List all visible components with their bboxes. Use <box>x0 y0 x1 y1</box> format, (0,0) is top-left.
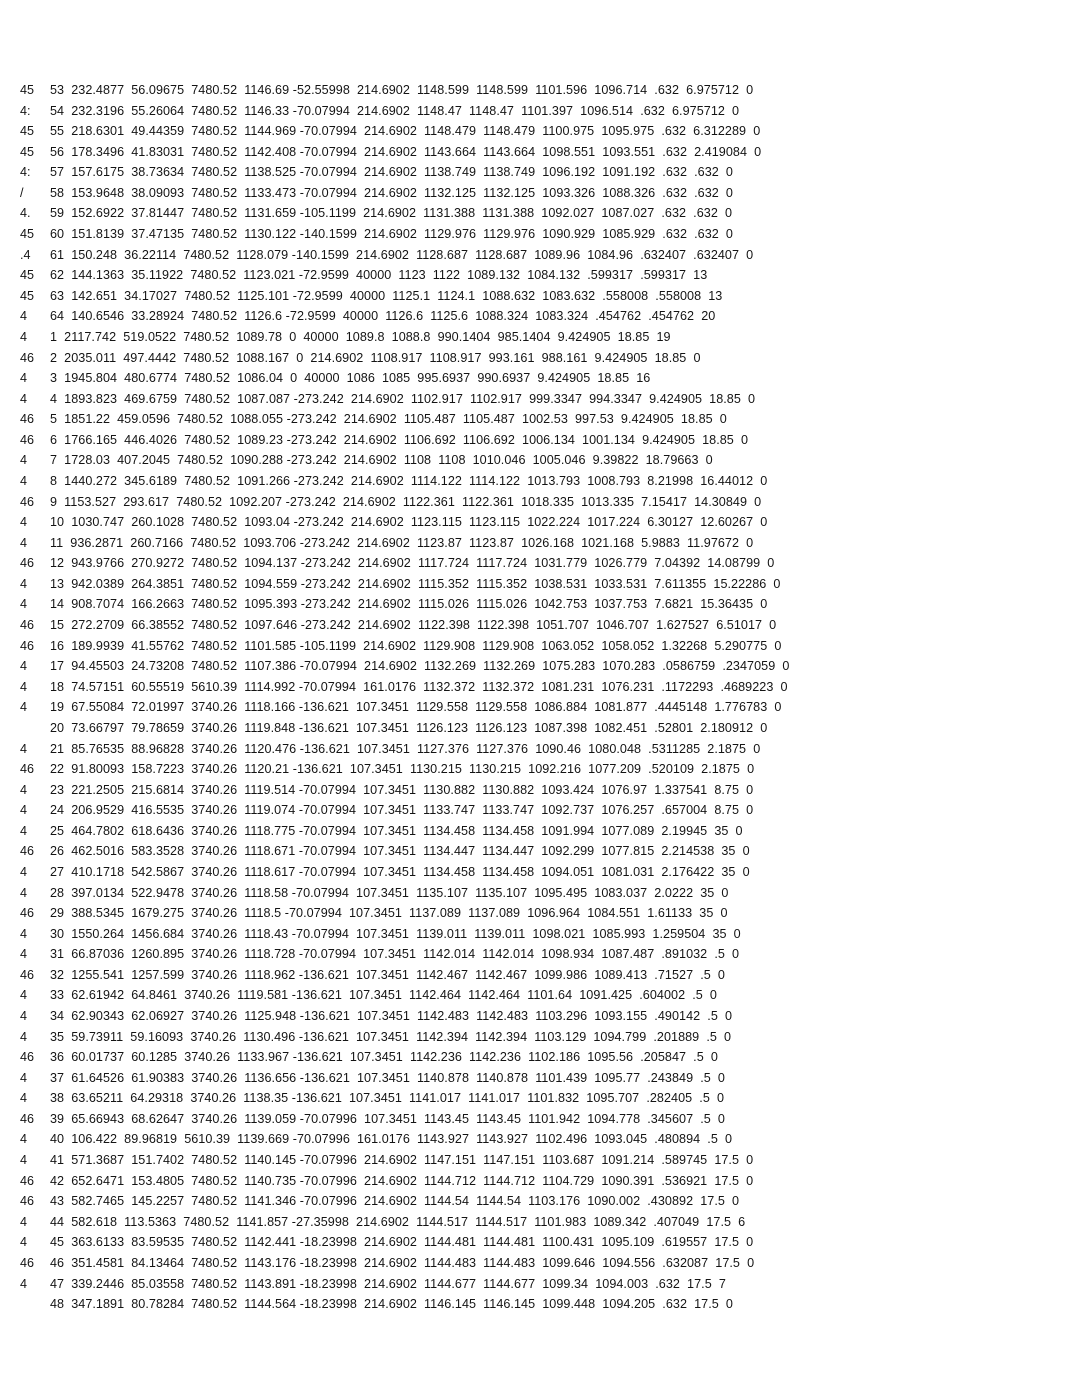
row-prefix: 4 <box>20 947 28 962</box>
row-values: 63 142.651 34.17027 7480.52 1125.101 -72.9599 40000 1125.1 1124.1 1088.632 1083.632 .558008 .558008 13 <box>50 288 723 303</box>
row-prefix: 46 <box>20 1173 35 1188</box>
row-prefix: 46 <box>20 350 35 365</box>
row-prefix: 4 <box>20 885 28 900</box>
table-row <box>0 886 1066 907</box>
table-row <box>0 783 1066 804</box>
row-values: 24 206.9529 416.5535 3740.26 1119.074 -70.07994 107.3451 1133.747 1133.747 1092.737 1076.257 .657004 8.75 0 <box>50 803 754 818</box>
row-values: 45 363.6133 83.59535 7480.52 1142.441 -18.23998 214.6902 1144.481 1144.481 1100.431 1095.109 .619557 17.5 0 <box>50 1235 754 1250</box>
row-values: 25 464.7802 618.6436 3740.26 1118.775 -70.07994 107.3451 1134.458 1134.458 1091.994 1077.089 2.19945 35 0 <box>50 823 743 838</box>
row-values: 56 178.3496 41.83031 7480.52 1142.408 -70.07994 214.6902 1143.664 1143.664 1098.551 1093.551 .632 2.419084 0 <box>50 144 762 159</box>
table-row <box>0 865 1066 886</box>
row-values: 31 66.87036 1260.895 3740.26 1118.728 -70.07994 107.3451 1142.014 1142.014 1098.934 1087.487 .891032 .5 0 <box>50 947 740 962</box>
row-values: 15 272.2709 66.38552 7480.52 1097.646 -273.242 214.6902 1122.398 1122.398 1051.707 1046.707 1.627527 6.51017 0 <box>50 618 777 633</box>
row-prefix: 4 <box>20 309 28 324</box>
table-row <box>0 844 1066 865</box>
table-row <box>0 742 1066 763</box>
row-values: 55 218.6301 49.44359 7480.52 1144.969 -70.07994 214.6902 1148.479 1148.479 1100.975 1095.975 .632 6.312289 0 <box>50 124 761 139</box>
table-row <box>0 988 1066 1009</box>
row-values: 6 1766.165 446.4026 7480.52 1089.23 -273.242 214.6902 1106.692 1106.692 1006.134 1001.134 9.424905 18.85 0 <box>50 432 749 447</box>
row-prefix: 46 <box>20 618 35 633</box>
row-prefix: 46 <box>20 494 35 509</box>
table-row <box>0 1215 1066 1236</box>
table-row <box>0 453 1066 474</box>
row-values: 46 351.4581 84.13464 7480.52 1143.176 -18.23998 214.6902 1144.483 1144.483 1099.646 1094.556 .632087 17.5 0 <box>50 1255 755 1270</box>
row-values: 7 1728.03 407.2045 7480.52 1090.288 -273.242 214.6902 1108 1108 1010.046 1005.046 9.39822 18.79663 0 <box>50 453 713 468</box>
row-prefix: 46 <box>20 1050 35 1065</box>
table-row <box>0 762 1066 783</box>
row-prefix: 4 <box>20 597 28 612</box>
row-values: 54 232.3196 55.26064 7480.52 1146.33 -70.07994 214.6902 1148.47 1148.47 1101.397 1096.514 .632 6.975712 0 <box>50 103 740 118</box>
row-values: 9 1153.527 293.617 7480.52 1092.207 -273.242 214.6902 1122.361 1122.361 1018.335 1013.335 7.15417 14.30849 0 <box>50 494 762 509</box>
row-values: 43 582.7465 145.2257 7480.52 1141.346 -70.07996 214.6902 1144.54 1144.54 1103.176 1090.002 .430892 17.5 0 <box>50 1194 740 1209</box>
row-values: 35 59.73911 59.16093 3740.26 1130.496 -136.621 107.3451 1142.394 1142.394 1103.129 1094.799 .201889 .5 0 <box>50 1029 732 1044</box>
row-prefix: 4 <box>20 1091 28 1106</box>
table-row <box>0 1091 1066 1112</box>
table-row <box>0 1174 1066 1195</box>
table-row <box>0 824 1066 845</box>
table-row <box>0 227 1066 248</box>
row-values: 17 94.45503 24.73208 7480.52 1107.386 -70.07994 214.6902 1132.269 1132.269 1075.283 1070.283 .0586759 .2347059 0 <box>50 659 790 674</box>
row-prefix: 45 <box>20 288 35 303</box>
table-row <box>0 330 1066 351</box>
table-row <box>0 371 1066 392</box>
table-row <box>0 803 1066 824</box>
table-row <box>0 206 1066 227</box>
row-values: 21 85.76535 88.96828 3740.26 1120.476 -136.621 107.3451 1127.376 1127.376 1090.46 1080.048 .5311285 2.1875 0 <box>50 741 761 756</box>
row-values: 62 144.1363 35.11922 7480.52 1123.021 -72.9599 40000 1123 1122 1089.132 1084.132 .599317 .599317 13 <box>50 268 708 283</box>
table-row <box>0 268 1066 289</box>
row-values: 14 908.7074 166.2663 7480.52 1095.393 -273.242 214.6902 1115.026 1115.026 1042.753 1037.753 7.6821 15.36435 0 <box>50 597 768 612</box>
row-values: 42 652.6471 153.4805 7480.52 1140.735 -70.07996 214.6902 1144.712 1144.712 1104.729 1090.391 .536921 17.5 0 <box>50 1173 754 1188</box>
row-prefix: 46 <box>20 1111 35 1126</box>
row-prefix: 4 <box>20 535 28 550</box>
table-row <box>0 927 1066 948</box>
row-values: 59 152.6922 37.81447 7480.52 1131.659 -105.1199 214.6902 1131.388 1131.388 1092.027 1087.027 .632 .632 0 <box>50 206 733 221</box>
row-prefix: 4 <box>20 926 28 941</box>
row-prefix: 4 <box>20 1153 28 1168</box>
row-values: 1 2117.742 519.0522 7480.52 1089.78 0 40000 1089.8 1088.8 990.1404 985.1404 9.424905 18.85 19 <box>50 329 671 344</box>
row-prefix: 4 <box>20 1276 28 1291</box>
row-values: 12 943.9766 270.9272 7480.52 1094.137 -273.242 214.6902 1117.724 1117.724 1031.779 1026.779 7.04392 14.08799 0 <box>50 556 775 571</box>
table-row <box>0 618 1066 639</box>
row-values: 23 221.2505 215.6814 3740.26 1119.514 -70.07994 107.3451 1130.882 1130.882 1093.424 1076.97 1.337541 8.75 0 <box>50 782 754 797</box>
row-values: 11 936.2871 260.7166 7480.52 1093.706 -273.242 214.6902 1123.87 1123.87 1026.168 1021.168 5.9883 11.97672 0 <box>50 535 754 550</box>
row-prefix: 4 <box>20 782 28 797</box>
row-values: 26 462.5016 583.3528 3740.26 1118.671 -70.07994 107.3451 1134.447 1134.447 1092.299 1077.815 2.214538 35 0 <box>50 844 750 859</box>
row-prefix: 45 <box>20 268 35 283</box>
row-prefix: 4 <box>20 679 28 694</box>
row-values: 36 60.01737 60.1285 3740.26 1133.967 -136.621 107.3451 1142.236 1142.236 1102.186 1095.56 .205847 .5 0 <box>50 1050 718 1065</box>
row-values: 44 582.618 113.5363 7480.52 1141.857 -27.35998 214.6902 1144.517 1144.517 1101.983 1089.342 .407049 17.5 6 <box>50 1214 746 1229</box>
row-values: 13 942.0389 264.3851 7480.52 1094.559 -273.242 214.6902 1115.352 1115.352 1038.531 1033.531 7.611355 15.22286 0 <box>50 576 781 591</box>
row-prefix: 45 <box>20 124 35 139</box>
table-row <box>0 433 1066 454</box>
row-values: 22 91.80093 158.7223 3740.26 1120.21 -136.621 107.3451 1130.215 1130.215 1092.216 1077.209 .520109 2.1875 0 <box>50 762 755 777</box>
table-row <box>0 515 1066 536</box>
table-row <box>0 495 1066 516</box>
row-prefix: 4 <box>20 864 28 879</box>
table-row <box>0 968 1066 989</box>
table-row <box>0 1235 1066 1256</box>
row-prefix: 4 <box>20 576 28 591</box>
table-row <box>0 680 1066 701</box>
table-row <box>0 1194 1066 1215</box>
row-prefix: 4. <box>20 206 31 221</box>
row-prefix: 4 <box>20 1132 28 1147</box>
row-values: 16 189.9939 41.55762 7480.52 1101.585 -105.1199 214.6902 1129.908 1129.908 1063.052 1058.052 1.32268 5.290775 0 <box>50 638 782 653</box>
row-prefix: 4 <box>20 803 28 818</box>
row-prefix: 46 <box>20 762 35 777</box>
row-values: 8 1440.272 345.6189 7480.52 1091.266 -273.242 214.6902 1114.122 1114.122 1013.793 1008.793 8.21998 16.44012 0 <box>50 473 768 488</box>
row-prefix: .4 <box>20 247 31 262</box>
row-values: 30 1550.264 1456.684 3740.26 1118.43 -70.07994 107.3451 1139.011 1139.011 1098.021 1085.993 1.259504 35 0 <box>50 926 741 941</box>
row-prefix: 4 <box>20 391 28 406</box>
row-prefix: 4 <box>20 1009 28 1024</box>
row-prefix: 4 <box>20 741 28 756</box>
table-row <box>0 474 1066 495</box>
row-values: 39 65.66943 68.62647 3740.26 1139.059 -70.07996 107.3451 1143.45 1143.45 1101.942 1094.778 .345607 .5 0 <box>50 1111 725 1126</box>
table-row <box>0 1009 1066 1030</box>
row-values: 37 61.64526 61.90383 3740.26 1136.656 -136.621 107.3451 1140.878 1140.878 1101.439 1095.77 .243849 .5 0 <box>50 1070 725 1085</box>
row-prefix: 46 <box>20 412 35 427</box>
table-row <box>0 248 1066 269</box>
row-values: 10 1030.747 260.1028 7480.52 1093.04 -273.242 214.6902 1123.115 1123.115 1022.224 1017.224 6.30127 12.60267 0 <box>50 515 768 530</box>
row-values: 41 571.3687 151.7402 7480.52 1140.145 -70.07996 214.6902 1147.151 1147.151 1103.687 1091.214 .589745 17.5 0 <box>50 1153 754 1168</box>
table-row <box>0 1277 1066 1298</box>
table-row <box>0 556 1066 577</box>
row-values: 27 410.1718 542.5867 3740.26 1118.617 -70.07994 107.3451 1134.458 1134.458 1094.051 1081.031 2.176422 35 0 <box>50 864 750 879</box>
row-values: 58 153.9648 38.09093 7480.52 1133.473 -70.07994 214.6902 1132.125 1132.125 1093.326 1088.326 .632 .632 0 <box>50 185 733 200</box>
row-prefix: 45 <box>20 144 35 159</box>
row-prefix: 45 <box>20 83 35 97</box>
row-prefix: 4 <box>20 823 28 838</box>
table-row <box>0 145 1066 166</box>
table-row <box>0 1256 1066 1277</box>
row-values: 32 1255.541 1257.599 3740.26 1118.962 -136.621 107.3451 1142.467 1142.467 1099.986 1089.413 .71527 .5 0 <box>50 967 725 982</box>
row-prefix: 4 <box>20 371 28 386</box>
table-row <box>0 1153 1066 1174</box>
row-prefix: 46 <box>20 844 35 859</box>
row-values: 33 62.61942 64.8461 3740.26 1119.581 -136.621 107.3451 1142.464 1142.464 1101.64 1091.425 .604002 .5 0 <box>50 988 717 1003</box>
row-prefix: 4 <box>20 700 28 715</box>
row-prefix: 4: <box>20 165 31 180</box>
row-values: 38 63.65211 64.29318 3740.26 1138.35 -136.621 107.3451 1141.017 1141.017 1101.832 1095.707 .282405 .5 0 <box>50 1091 725 1106</box>
row-values: 47 339.2446 85.03558 7480.52 1143.891 -18.23998 214.6902 1144.677 1144.677 1099.34 1094.003 .632 17.5 7 <box>50 1276 726 1291</box>
row-prefix: 46 <box>20 556 35 571</box>
row-values: 28 397.0134 522.9478 3740.26 1118.58 -70.07994 107.3451 1135.107 1135.107 1095.495 1083.037 2.0222 35 0 <box>50 885 729 900</box>
row-prefix: 45 <box>20 227 35 242</box>
table-row <box>0 186 1066 207</box>
row-prefix: 4 <box>20 329 28 344</box>
row-prefix: 4 <box>20 1214 28 1229</box>
row-values: 5 1851.22 459.0596 7480.52 1088.055 -273.242 214.6902 1105.487 1105.487 1002.53 997.53 9.424905 18.85 0 <box>50 412 727 427</box>
data-table <box>0 83 1066 1318</box>
row-values: 20 73.66797 79.78659 3740.26 1119.848 -136.621 107.3451 1126.123 1126.123 1087.398 1082.451 .52801 2.180912 0 <box>50 720 768 735</box>
row-values: 4 1893.823 469.6759 7480.52 1087.087 -273.242 214.6902 1102.917 1102.917 999.3347 994.3347 9.424905 18.85 0 <box>50 391 756 406</box>
row-prefix: 46 <box>20 906 35 921</box>
row-prefix: 46 <box>20 967 35 982</box>
row-values: 61 150.248 36.22114 7480.52 1128.079 -140.1599 214.6902 1128.687 1128.687 1089.96 1084.96 .632407 .632407 0 <box>50 247 754 262</box>
row-prefix: 4: <box>20 103 31 118</box>
table-row <box>0 659 1066 680</box>
row-prefix: 46 <box>20 432 35 447</box>
table-row <box>0 351 1066 372</box>
row-values: 29 388.5345 1679.275 3740.26 1118.5 -70.07994 107.3451 1137.089 1137.089 1096.964 1084.551 1.61133 35 0 <box>50 906 728 921</box>
row-values: 40 106.422 89.96819 5610.39 1139.669 -70.07996 161.0176 1143.927 1143.927 1102.496 1093.045 .480894 .5 0 <box>50 1132 733 1147</box>
table-row <box>0 1071 1066 1092</box>
row-values: 34 62.90343 62.06927 3740.26 1125.948 -136.621 107.3451 1142.483 1142.483 1103.296 1093.155 .490142 .5 0 <box>50 1009 733 1024</box>
table-row <box>0 906 1066 927</box>
table-row <box>0 1297 1066 1318</box>
table-row <box>0 289 1066 310</box>
row-prefix: 4 <box>20 988 28 1003</box>
row-values: 57 157.6175 38.73634 7480.52 1138.525 -70.07994 214.6902 1138.749 1138.749 1096.192 1091.192 .632 .632 0 <box>50 165 733 180</box>
table-row <box>0 1132 1066 1153</box>
row-prefix: 4 <box>20 1070 28 1085</box>
table-row <box>0 309 1066 330</box>
row-values: 2 2035.011 497.4442 7480.52 1088.167 0 214.6902 1108.917 1108.917 993.161 988.161 9.424905 18.85 0 <box>50 350 701 365</box>
table-row <box>0 165 1066 186</box>
table-row <box>0 412 1066 433</box>
table-row <box>0 124 1066 145</box>
table-row <box>0 1030 1066 1051</box>
table-row <box>0 1050 1066 1071</box>
row-prefix: 4 <box>20 1029 28 1044</box>
table-row <box>0 597 1066 618</box>
row-prefix: 46 <box>20 1194 35 1209</box>
table-row <box>0 700 1066 721</box>
table-row <box>0 104 1066 125</box>
row-values: 19 67.55084 72.01997 3740.26 1118.166 -136.621 107.3451 1129.558 1129.558 1086.884 1081.877 .4445148 1.776783 0 <box>50 700 782 715</box>
row-prefix: / <box>20 185 24 200</box>
table-row <box>0 639 1066 660</box>
table-row <box>0 721 1066 742</box>
row-values: 53 232.4877 56.09675 7480.52 1146.69 -52.55998 214.6902 1148.599 1148.599 1101.596 1096.714 .632 6.975712 0 <box>50 83 754 97</box>
row-values: 18 74.57151 60.55519 5610.39 1114.992 -70.07994 161.0176 1132.372 1132.372 1081.231 1076.231 .1172293 .4689223 0 <box>50 679 788 694</box>
row-prefix: 4 <box>20 473 28 488</box>
row-prefix: 4 <box>20 659 28 674</box>
row-prefix: 4 <box>20 515 28 530</box>
row-prefix: 4 <box>20 1235 28 1250</box>
row-values: 48 347.1891 80.78284 7480.52 1144.564 -18.23998 214.6902 1146.145 1146.145 1099.448 1094.205 .632 17.5 0 <box>50 1297 733 1312</box>
table-row <box>0 1112 1066 1133</box>
row-values: 3 1945.804 480.6774 7480.52 1086.04 0 40000 1086 1085 995.6937 990.6937 9.424905 18.85 16 <box>50 371 651 386</box>
table-row <box>0 947 1066 968</box>
row-values: 64 140.6546 33.28924 7480.52 1126.6 -72.9599 40000 1126.6 1125.6 1088.324 1083.324 .454762 .454762 20 <box>50 309 716 324</box>
table-row <box>0 577 1066 598</box>
table-row <box>0 392 1066 413</box>
table-row <box>0 83 1066 104</box>
row-prefix: 46 <box>20 638 35 653</box>
table-row <box>0 536 1066 557</box>
row-prefix: 4 <box>20 453 28 468</box>
row-values: 60 151.8139 37.47135 7480.52 1130.122 -140.1599 214.6902 1129.976 1129.976 1090.929 1085.929 .632 .632 0 <box>50 227 733 242</box>
row-prefix: 46 <box>20 1255 35 1270</box>
